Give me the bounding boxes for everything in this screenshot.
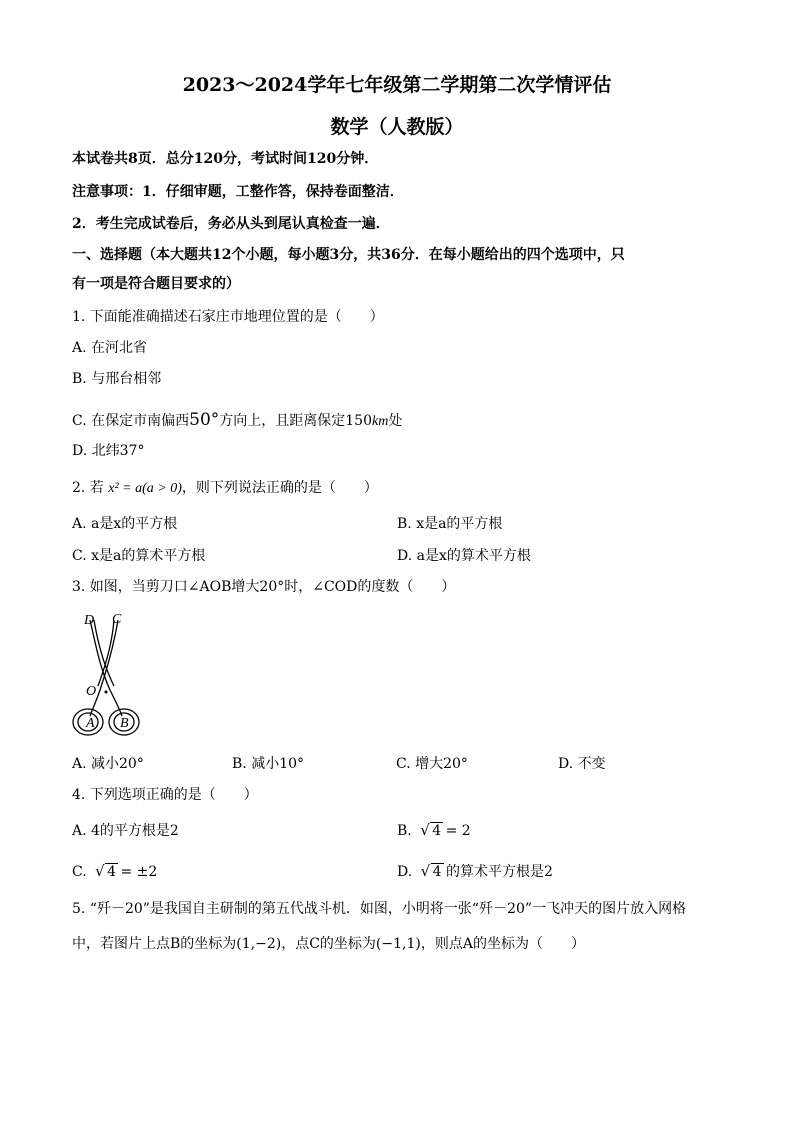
q4-c-radicand: 4 — [107, 864, 117, 880]
question-2-option-d: D. a是x的算术平方根 — [397, 548, 531, 564]
q4-b-rest: = 2 — [445, 823, 471, 839]
q2-stem-equation: x² = a(a > 0) — [108, 481, 182, 496]
question-1-option-b: B. 与邢台相邻 — [72, 371, 162, 387]
label-c: C — [112, 612, 122, 627]
q4-b-radicand: 4 — [432, 823, 442, 839]
question-3-option-b: B. 减小10° — [232, 756, 305, 772]
notice-line-1: 本试卷共8页．总分120分，考试时间120分钟． — [72, 151, 379, 167]
question-3-option-a: A. 减小20° — [72, 756, 144, 772]
label-b: B — [120, 716, 129, 731]
question-1-option-d: D. 北纬37° — [72, 443, 145, 459]
question-4-stem: 4. 下列选项正确的是（ ） — [72, 787, 258, 803]
q4-d-label: D. — [397, 864, 413, 880]
question-4-option-d — [397, 862, 553, 882]
q4-d-radicand: 4 — [432, 864, 442, 880]
question-2-stem — [72, 478, 378, 499]
question-4-option-b — [397, 821, 471, 841]
section-heading-2: 有一项是符合题目要求的） — [72, 276, 240, 292]
label-d: D — [84, 613, 95, 628]
q4-c-rest: = ±2 — [120, 864, 158, 880]
option-c-degree: 50° — [189, 410, 220, 430]
question-5-line-2: 中，若图片上点B的坐标为(1,−2)，点C的坐标为(−1,1)，则点A的坐标为（ ） — [72, 936, 585, 952]
sqrt-symbol: √ 4 — [95, 862, 117, 880]
page-subtitle: 数学（人教版） — [330, 116, 464, 138]
section-heading-1: 一、选择题（本大题共12个小题，每小题3分，共36分．在每小题给出的四个选项中，只 — [72, 247, 625, 263]
notice-line-3: 2．考生完成试卷后，务必从头到尾认真检查一遍． — [72, 216, 390, 232]
question-3-option-d: D. 不变 — [558, 756, 606, 772]
page-title: 2023～2024学年七年级第二学期第二次学情评估 — [182, 74, 612, 96]
question-2-option-c: C. x是a的算术平方根 — [72, 548, 206, 564]
notice-line-2: 注意事项：1．仔细审题，工整作答，保持卷面整洁． — [72, 184, 404, 200]
sqrt-symbol: √ 4 — [420, 821, 442, 839]
option-c-text-1: C. 在保定市南偏西 — [72, 413, 190, 429]
q4-c-label: C. — [72, 864, 87, 880]
scissors-figure — [66, 606, 148, 742]
label-o: O — [86, 684, 97, 699]
q4-b-label: B. — [397, 823, 412, 839]
question-4-option-a: A. 4的平方根是2 — [72, 823, 179, 839]
question-1-option-a: A. 在河北省 — [72, 340, 148, 356]
option-c-text-3: 处 — [388, 413, 403, 429]
question-2-option-a: A. a是x的平方根 — [72, 516, 178, 532]
option-c-distance: 150 — [345, 413, 372, 429]
sqrt-symbol: √ 4 — [420, 862, 442, 880]
question-2-option-b: B. x是a的平方根 — [397, 516, 503, 532]
question-3-option-c: C. 增大20° — [396, 756, 468, 772]
q4-d-rest: 的算术平方根是2 — [446, 864, 553, 880]
question-4-option-c — [72, 862, 157, 882]
label-a: A — [86, 716, 95, 731]
question-5-line-1: 5. “歼－20”是我国自主研制的第五代战斗机．如图，小明将一张“歼－20”一飞冲天的图片放入网格 — [72, 901, 687, 917]
q2-stem-pre: 2. 若 — [72, 480, 104, 496]
question-1-stem: 1. 下面能准确描述石家庄市地理位置的是（ ） — [72, 309, 384, 325]
question-1-option-c — [72, 410, 402, 432]
q2-stem-post: ，则下列说法正确的是（ ） — [181, 480, 378, 496]
option-c-text-2: 方向上，且距离保定 — [219, 413, 346, 429]
question-3-stem: 3. 如图，当剪刀口∠AOB增大20°时，∠COD的度数（ ） — [72, 579, 456, 595]
option-c-unit: km — [372, 414, 389, 429]
